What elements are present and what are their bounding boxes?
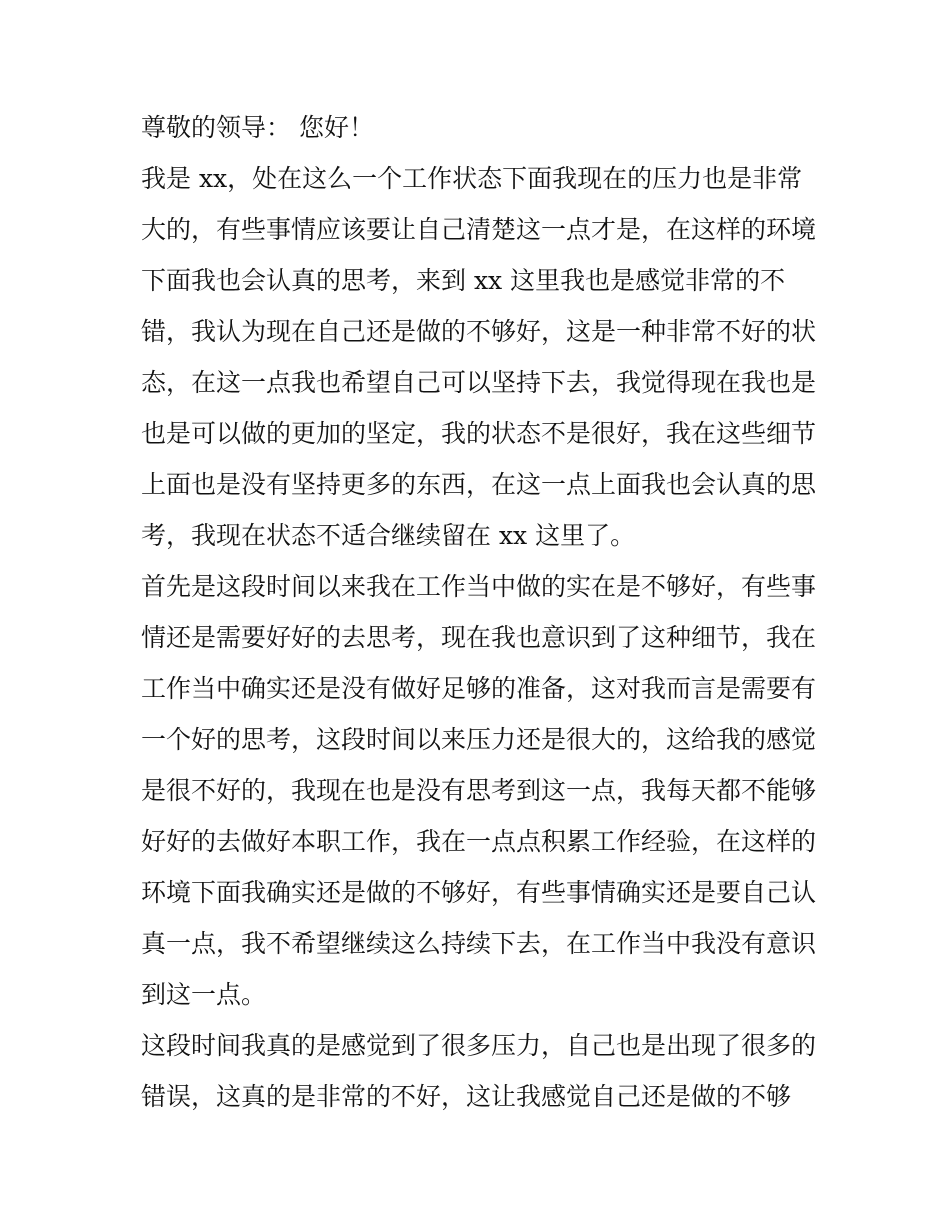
paragraph-1-line-7: 上面也是没有坚持更多的东西，在这一点上面我也会认真的思 bbox=[141, 470, 817, 499]
paragraph-1-line-1: 我是 xx，处在这么一个工作状态下面我现在的压力也是非常 bbox=[141, 164, 803, 193]
paragraph-1-line-2: 大的，有些事情应该要让自己清楚这一点才是，在这样的环境 bbox=[141, 215, 817, 244]
paragraph-2-line-6: 好好的去做好本职工作，我在一点点积累工作经验，在这样的 bbox=[141, 827, 817, 856]
paragraph-1-line-3: 下面我也会认真的思考，来到 xx 这里我也是感觉非常的不 bbox=[141, 266, 786, 295]
paragraph-3-line-1: 这段时间我真的是感觉到了很多压力，自己也是出现了很多的 bbox=[141, 1031, 817, 1060]
paragraph-1-line-5: 态，在这一点我也希望自己可以坚持下去，我觉得现在我也是 bbox=[141, 368, 817, 397]
paragraph-2-line-1: 首先是这段时间以来我在工作当中做的实在是不够好，有些事 bbox=[141, 572, 817, 601]
paragraph-2-line-5: 是很不好的，我现在也是没有思考到这一点，我每天都不能够 bbox=[141, 776, 817, 805]
paragraph-2-line-9: 到这一点。 bbox=[141, 980, 267, 1009]
paragraph-2-line-2: 情还是需要好好的去思考，现在我也意识到了这种细节，我在 bbox=[141, 623, 817, 652]
paragraph-2-line-4: 一个好的思考，这段时间以来压力还是很大的，这给我的感觉 bbox=[141, 725, 817, 754]
paragraph-3-line-2: 错误，这真的是非常的不好，这让我感觉自己还是做的不够 bbox=[141, 1082, 792, 1111]
paragraph-2-line-8: 真一点，我不希望继续这么持续下去，在工作当中我没有意识 bbox=[141, 929, 817, 958]
paragraph-1-line-8: 考，我现在状态不适合继续留在 xx 这里了。 bbox=[141, 521, 636, 550]
paragraph-2-line-7: 环境下面我确实还是做的不够好，有些事情确实还是要自己认 bbox=[141, 878, 817, 907]
salutation-line: 尊敬的领导： 您好！ bbox=[141, 113, 374, 142]
paragraph-1-line-4: 错，我认为现在自己还是做的不够好，这是一种非常不好的状 bbox=[141, 317, 817, 346]
paragraph-1-line-6: 也是可以做的更加的坚定，我的状态不是很好，我在这些细节 bbox=[141, 419, 817, 448]
paragraph-2-line-3: 工作当中确实还是没有做好足够的准备，这对我而言是需要有 bbox=[141, 674, 817, 703]
